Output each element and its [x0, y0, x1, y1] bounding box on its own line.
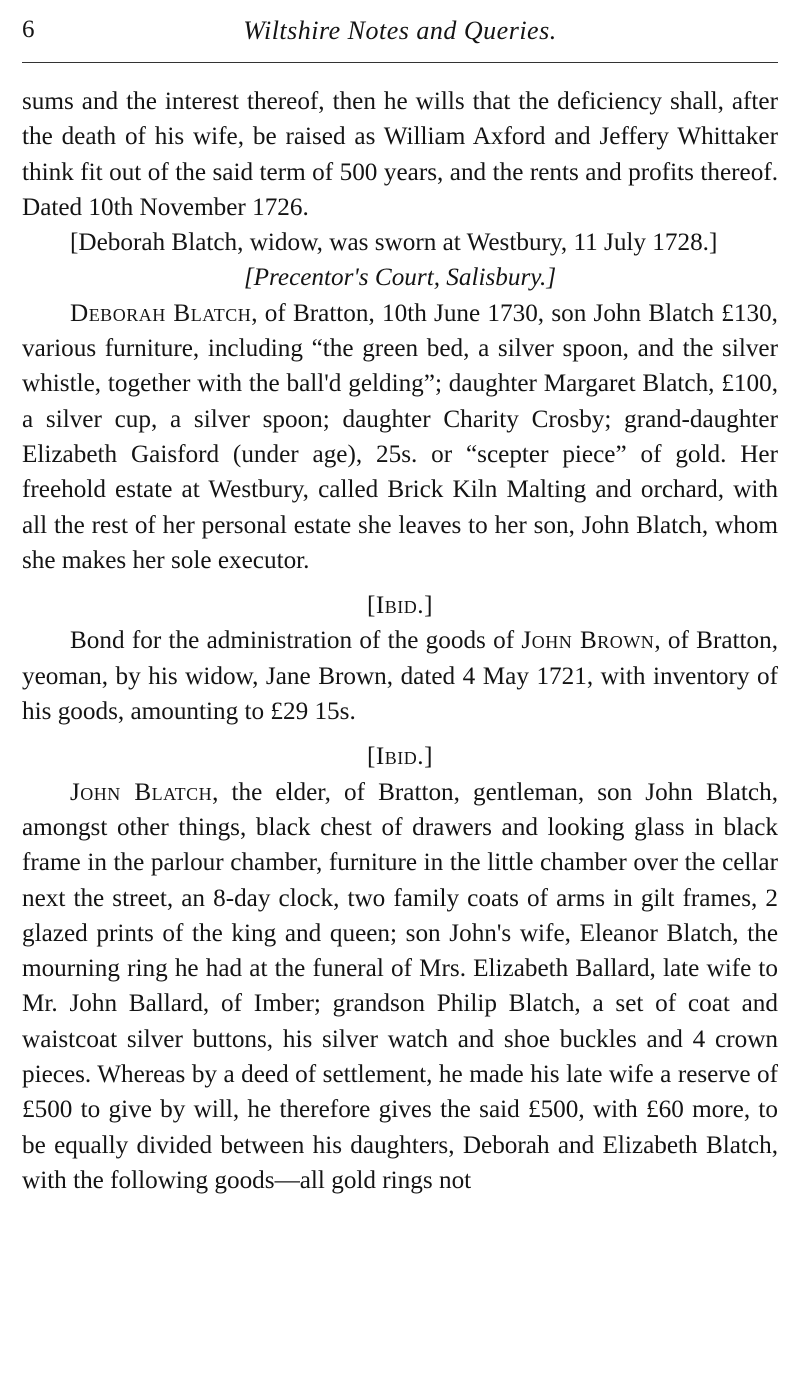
- will-text: , of Bratton, 10th June 1730, son John Blatch £130, various furniture, including “the green bed, a silver spoon, and the silver whistle, together with the ball'd gelding”; daughter Margaret Blatch, £100, a silver cup, a silver spoon; daughter Charity Crosby; grand-daughter Elizabeth Gaisford (under age), 25s. or “scepter piece” of gold. Her freehold estate at Westbury, called Brick Kiln Malting and orchard, with all the rest of her personal estate she leaves to her son, John Blatch, whom she makes her sole executor.: [22, 299, 778, 574]
- testator-name: Deborah Blatch: [70, 299, 252, 327]
- court-heading-precentor: [Precentor's Court, Salisbury.]: [243, 264, 557, 292]
- header-rule: [22, 62, 778, 63]
- testator-name: John Blatch: [70, 778, 213, 806]
- paragraph-john-brown: Bond for the administration of the goods of John Brown, of Bratton, yeoman, by his widow, Jane Brown, dated 4 May 1721, with inventory of his goods, amounting to £29 15s.: [22, 627, 779, 726]
- running-title: Wiltshire Notes and Queries.: [243, 16, 557, 45]
- will-text: , the elder, of Bratton, gentleman, son John Blatch, amongst other things, black chest of drawers and looking glass in black frame in the parlour chamber, furniture in the little chamber over the cellar next the street, an 8-day clock, two family coats of arms in gilt frames, 2 glazed prints of the king and queen; son John's wife, Eleanor Blatch, the mourning ring he had at the funeral of Mrs. Elizabeth Ballard, late wife to Mr. John Ballard, of Imber; grandson Philip Blatch, a set of coat and waistcoat silver buttons, his silver watch and shoe buckles and 4 crown pieces. Whereas by a deed of settlement, he made his late wife a reserve of £500 to give by will, he therefore gives the said £500, with £60 more, to be equally divided between his daughters, Deborah and Elizabeth Blatch, with the following goods—all gold rings not: [22, 778, 778, 1194]
- court-heading-ibid: [Ibid.]: [367, 743, 433, 771]
- paragraph-deborah-blatch: [22, 296, 778, 578]
- paragraph-continuation: sums and the interest thereof, then he wills that the deficiency shall, after the death of his wife, be raised as William Axford and Jeffery Whittaker think fit out of the said term of 500 years, and the rents and profits thereof. Dated 10th November 1726.: [22, 88, 778, 221]
- page-header: [22, 12, 778, 52]
- page-number: 6: [22, 16, 35, 43]
- court-heading-ibid: [Ibid.]: [367, 592, 433, 620]
- paragraph-sworn-note: [Deborah Blatch, widow, was sworn at Westbury, 11 July 1728.]: [70, 229, 718, 257]
- paragraph-john-blatch: [22, 775, 778, 1199]
- testator-name: John Brown: [521, 627, 655, 655]
- page-body: [22, 84, 778, 1198]
